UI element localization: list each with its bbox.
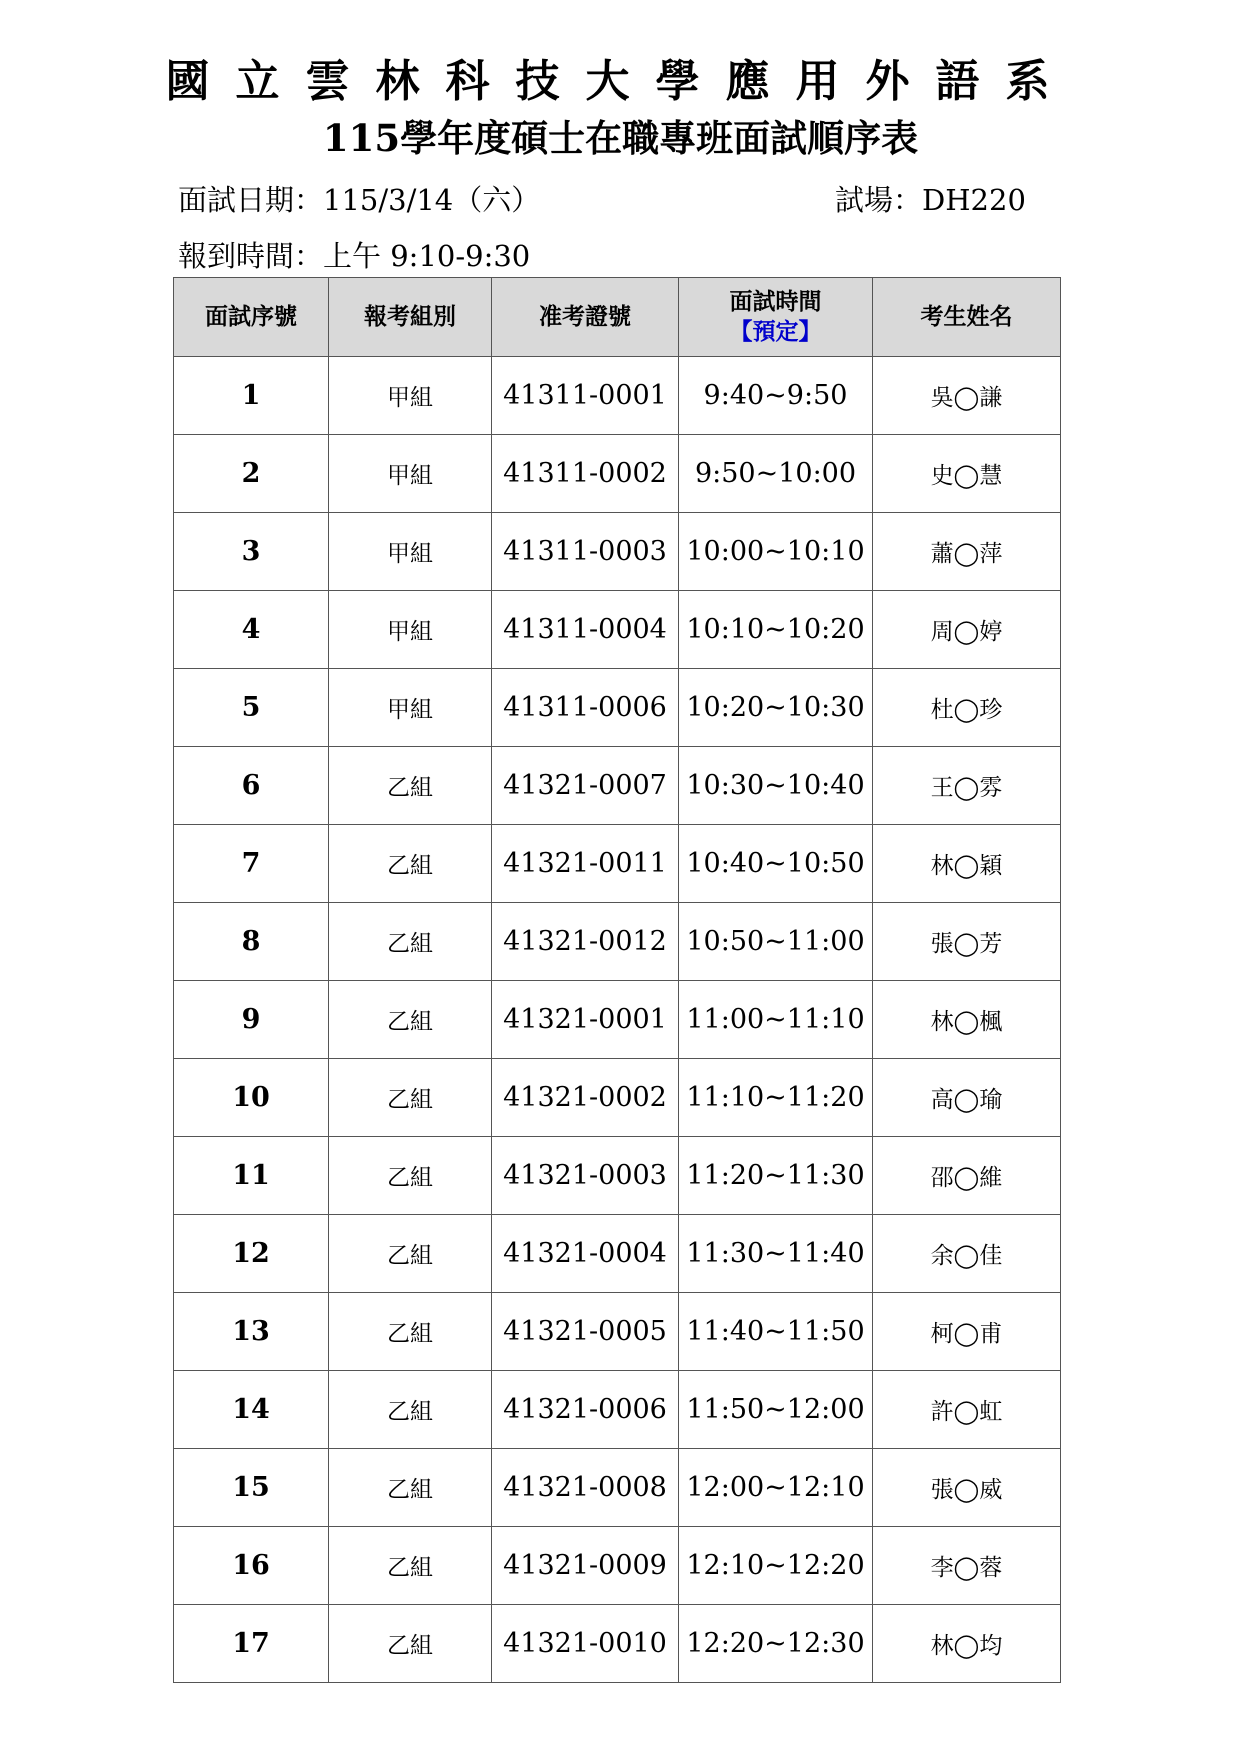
cell-ticket: 41321-0007: [492, 747, 679, 825]
cell-name: 柯◯甫: [873, 1293, 1061, 1371]
cell-ticket: 41321-0010: [492, 1605, 679, 1683]
cell-ticket: 41321-0003: [492, 1137, 679, 1215]
document-title: 國立雲林科技大學應用外語系: [165, 56, 1076, 107]
cell-name: 邵◯維: [873, 1137, 1061, 1215]
cell-group: 乙組: [329, 903, 492, 981]
cell-group: 乙組: [329, 1605, 492, 1683]
cell-group: 甲組: [329, 435, 492, 513]
column-header-order: 面試序號: [174, 278, 329, 357]
table-row: [174, 747, 1061, 825]
cell-time: 11:00~11:10: [679, 981, 873, 1059]
cell-name: 林◯均: [873, 1605, 1061, 1683]
cell-ticket: 41321-0004: [492, 1215, 679, 1293]
table-header-row: [174, 278, 1061, 357]
cell-group: 甲組: [329, 513, 492, 591]
cell-time: 11:40~11:50: [679, 1293, 873, 1371]
table-row: [174, 1137, 1061, 1215]
cell-ticket: 41321-0001: [492, 981, 679, 1059]
cell-order: 6: [174, 747, 329, 825]
cell-ticket: 41321-0002: [492, 1059, 679, 1137]
column-header-time-label: 面試時間: [729, 289, 822, 315]
cell-name: 杜◯珍: [873, 669, 1061, 747]
cell-ticket: 41311-0004: [492, 591, 679, 669]
cell-order: 3: [174, 513, 329, 591]
cell-order: 10: [174, 1059, 329, 1137]
cell-group: 乙組: [329, 1371, 492, 1449]
cell-order: 8: [174, 903, 329, 981]
cell-order: 15: [174, 1449, 329, 1527]
cell-group: 乙組: [329, 1527, 492, 1605]
cell-name: 高◯瑜: [873, 1059, 1061, 1137]
table-row: [174, 1371, 1061, 1449]
cell-time: 11:50~12:00: [679, 1371, 873, 1449]
cell-time: 10:40~10:50: [679, 825, 873, 903]
column-header-name: 考生姓名: [873, 278, 1061, 357]
table-row: [174, 903, 1061, 981]
table-row: [174, 669, 1061, 747]
cell-group: 甲組: [329, 591, 492, 669]
cell-ticket: 41321-0009: [492, 1527, 679, 1605]
cell-order: 7: [174, 825, 329, 903]
cell-group: 乙組: [329, 1449, 492, 1527]
cell-order: 14: [174, 1371, 329, 1449]
column-header-time: [679, 278, 873, 357]
table-row: [174, 1293, 1061, 1371]
table-row: [174, 435, 1061, 513]
cell-time: 10:00~10:10: [679, 513, 873, 591]
cell-ticket: 41321-0011: [492, 825, 679, 903]
cell-order: 4: [174, 591, 329, 669]
cell-group: 乙組: [329, 825, 492, 903]
cell-name: 王◯雰: [873, 747, 1061, 825]
table-row: [174, 1605, 1061, 1683]
cell-ticket: 41321-0006: [492, 1371, 679, 1449]
exam-room: 試場：DH220: [835, 183, 1026, 217]
cell-order: 17: [174, 1605, 329, 1683]
cell-time: 11:20~11:30: [679, 1137, 873, 1215]
cell-time: 10:10~10:20: [679, 591, 873, 669]
cell-name: 吳◯謙: [873, 357, 1061, 435]
document-subtitle: 115學年度碩士在職專班面試順序表: [322, 116, 919, 160]
cell-order: 16: [174, 1527, 329, 1605]
cell-group: 乙組: [329, 1215, 492, 1293]
cell-time: 10:20~10:30: [679, 669, 873, 747]
cell-name: 張◯芳: [873, 903, 1061, 981]
cell-group: 乙組: [329, 747, 492, 825]
cell-time: 11:10~11:20: [679, 1059, 873, 1137]
cell-time: 11:30~11:40: [679, 1215, 873, 1293]
cell-group: 甲組: [329, 669, 492, 747]
cell-name: 史◯慧: [873, 435, 1061, 513]
cell-order: 13: [174, 1293, 329, 1371]
table-row: [174, 1527, 1061, 1605]
table-row: [174, 591, 1061, 669]
cell-name: 李◯蓉: [873, 1527, 1061, 1605]
column-header-group: 報考組別: [329, 278, 492, 357]
cell-time: 9:40~9:50: [679, 357, 873, 435]
table-row: [174, 1449, 1061, 1527]
cell-time: 9:50~10:00: [679, 435, 873, 513]
cell-group: 乙組: [329, 1293, 492, 1371]
check-in-time: 報到時間：上午 9:10-9:30: [178, 239, 531, 273]
cell-ticket: 41321-0008: [492, 1449, 679, 1527]
column-header-time-note: 【預定】: [729, 319, 822, 345]
table-body: [174, 357, 1061, 1683]
table-row: [174, 513, 1061, 591]
cell-ticket: 41321-0005: [492, 1293, 679, 1371]
cell-time: 12:00~12:10: [679, 1449, 873, 1527]
cell-order: 11: [174, 1137, 329, 1215]
interview-schedule-table: [173, 277, 1061, 1683]
cell-name: 許◯虹: [873, 1371, 1061, 1449]
cell-ticket: 41311-0002: [492, 435, 679, 513]
cell-name: 林◯穎: [873, 825, 1061, 903]
cell-name: 林◯楓: [873, 981, 1061, 1059]
cell-time: 12:20~12:30: [679, 1605, 873, 1683]
cell-group: 乙組: [329, 1059, 492, 1137]
cell-name: 周◯婷: [873, 591, 1061, 669]
table-row: [174, 825, 1061, 903]
cell-name: 張◯威: [873, 1449, 1061, 1527]
cell-name: 蕭◯萍: [873, 513, 1061, 591]
cell-group: 乙組: [329, 1137, 492, 1215]
cell-order: 1: [174, 357, 329, 435]
table-row: [174, 1059, 1061, 1137]
cell-ticket: 41311-0003: [492, 513, 679, 591]
cell-group: 乙組: [329, 981, 492, 1059]
cell-ticket: 41311-0001: [492, 357, 679, 435]
cell-ticket: 41311-0006: [492, 669, 679, 747]
cell-time: 10:50~11:00: [679, 903, 873, 981]
cell-time: 12:10~12:20: [679, 1527, 873, 1605]
table-row: [174, 357, 1061, 435]
cell-ticket: 41321-0012: [492, 903, 679, 981]
cell-order: 9: [174, 981, 329, 1059]
cell-time: 10:30~10:40: [679, 747, 873, 825]
table-row: [174, 1215, 1061, 1293]
cell-name: 余◯佳: [873, 1215, 1061, 1293]
cell-group: 甲組: [329, 357, 492, 435]
interview-date: 面試日期：115/3/14（六）: [178, 183, 541, 217]
cell-order: 12: [174, 1215, 329, 1293]
table-row: [174, 981, 1061, 1059]
cell-order: 5: [174, 669, 329, 747]
cell-order: 2: [174, 435, 329, 513]
column-header-ticket: 准考證號: [492, 278, 679, 357]
